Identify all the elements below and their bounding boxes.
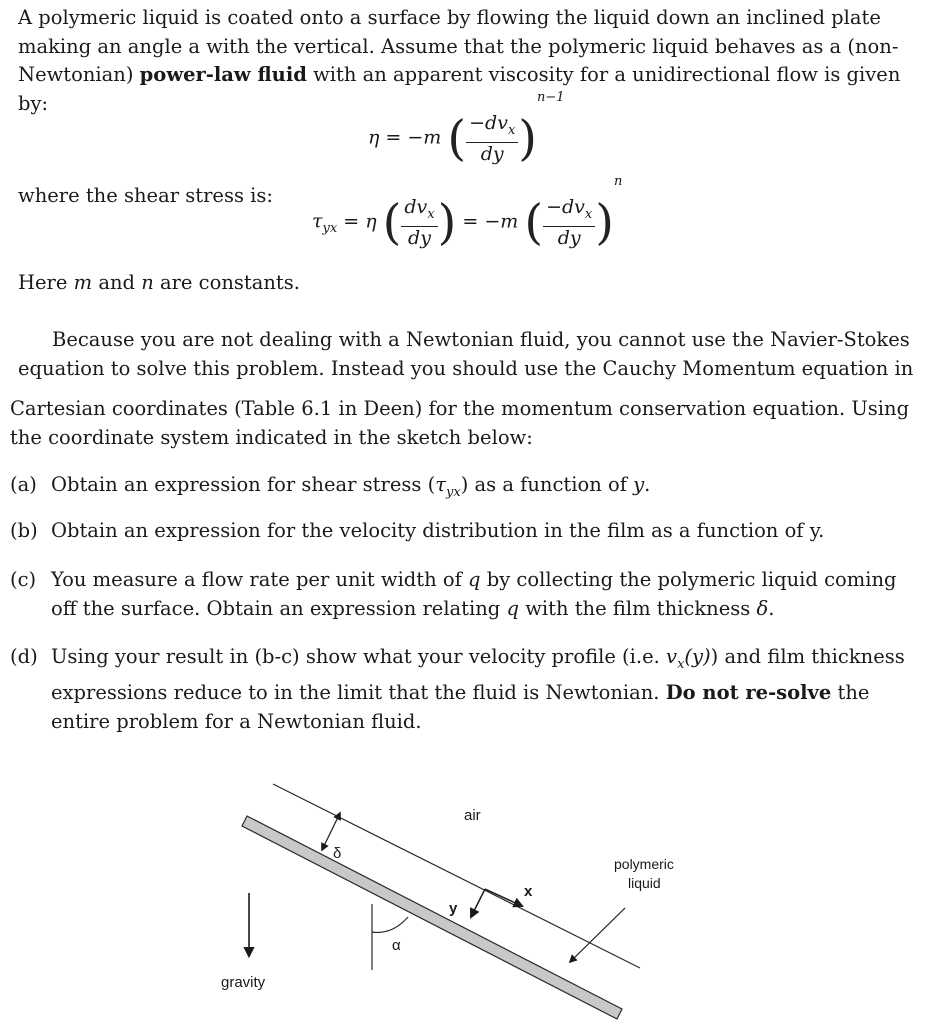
item-a-tag: (a) xyxy=(10,473,37,496)
eq2-eta: = η xyxy=(343,210,377,233)
eq2-num-1: $dv_x$ xyxy=(401,196,437,227)
eq2-lhs: $\tau_{yx}$ xyxy=(312,210,338,237)
eq2-mid: = −m xyxy=(462,210,519,233)
intro-line-2: making an angle a with the vertical. Assume that the polymeric liquid behaves as a (non- xyxy=(18,34,899,58)
para2-line-3: Cartesian coordinates (Table 6.1 in Deen) for the momentum conservation equation. Using xyxy=(10,397,910,420)
item-d-body: Using your result in (b-c) show what your velocity profile (i.e. $v_x(y)$) and film thickness expressions reduce to in the limit that the fluid is Newtonian. Do not re-solve the entire problem for a Newtonian fluid. xyxy=(51,645,905,733)
y-axis-arrow xyxy=(471,889,485,917)
eq1-denominator: dy xyxy=(480,142,504,165)
intro-line-4: by: xyxy=(18,91,49,115)
para2-line-1: Because you are not dealing with a Newtonian fluid, you cannot use the Navier-Stokes xyxy=(52,328,910,351)
eq2-open-paren-2: ( xyxy=(524,194,544,251)
angle-arc xyxy=(372,917,408,932)
item-a-body: Obtain an expression for shear stress $(\tau_{yx})$ as a function of y. xyxy=(51,473,651,500)
intro-line-1: A polymeric liquid is coated onto a surface by flowing the liquid down an inclined plate xyxy=(18,6,881,29)
eq1-lhs: η = −m xyxy=(368,126,442,149)
item-c-body: You measure a flow rate per unit width of q by collecting the polymeric liquid coming off the surface. Obtain an expression relating q with the film thickness δ. xyxy=(51,568,897,620)
air-label: air xyxy=(464,807,481,824)
alpha-label: α xyxy=(392,937,401,954)
inclined-plate xyxy=(242,816,622,1019)
y-axis-label: y xyxy=(449,900,458,917)
shear-intro: where the shear stress is: xyxy=(18,184,273,207)
item-b-tag: (b) xyxy=(10,519,38,542)
eq1-exponent: n−1 xyxy=(537,90,565,105)
polymeric-pointer-arrow xyxy=(570,908,625,962)
gravity-label: gravity xyxy=(221,974,266,991)
polymeric-label: polymeric xyxy=(614,856,674,872)
eq2-close-paren-1: ) xyxy=(437,194,457,251)
constants-line: Here m and n are constants. xyxy=(18,271,300,294)
eq2-open-paren-1: ( xyxy=(382,194,402,251)
liquid-free-surface-line xyxy=(273,784,640,968)
item-d-tag: (d) xyxy=(10,645,38,668)
eq2-close-paren-2: ) xyxy=(595,194,614,251)
x-axis-label: x xyxy=(524,883,533,900)
power-law-fluid-bold: power-law fluid xyxy=(139,63,307,86)
delta-label: δ xyxy=(333,845,342,862)
x-axis-arrow xyxy=(485,889,522,906)
para2-line-4: the coordinate system indicated in the sketch below: xyxy=(10,425,533,449)
eq2-num-2: $-dv_x$ xyxy=(543,196,595,227)
eq2-den-1: dy xyxy=(408,226,431,249)
eq1-open-paren: ( xyxy=(447,110,467,167)
para2-line-2: equation to solve this problem. Instead you should use the Cauchy Momentum equation in xyxy=(18,356,914,380)
item-c-tag: (c) xyxy=(10,568,37,591)
item-b-body: Obtain an expression for the velocity distribution in the film as a function of y. xyxy=(51,519,825,542)
intro-line-3a: Newtonian) xyxy=(18,63,134,86)
intro-line-3c: with an apparent viscosity for a unidirectional flow is given xyxy=(313,63,901,86)
eq1-close-paren: ) xyxy=(518,110,538,167)
liquid-label: liquid xyxy=(628,875,661,891)
eq1-numerator: $-dv_x$ xyxy=(466,112,518,143)
eq2-den-2: dy xyxy=(557,226,581,249)
eq2-exponent: n xyxy=(614,174,623,189)
